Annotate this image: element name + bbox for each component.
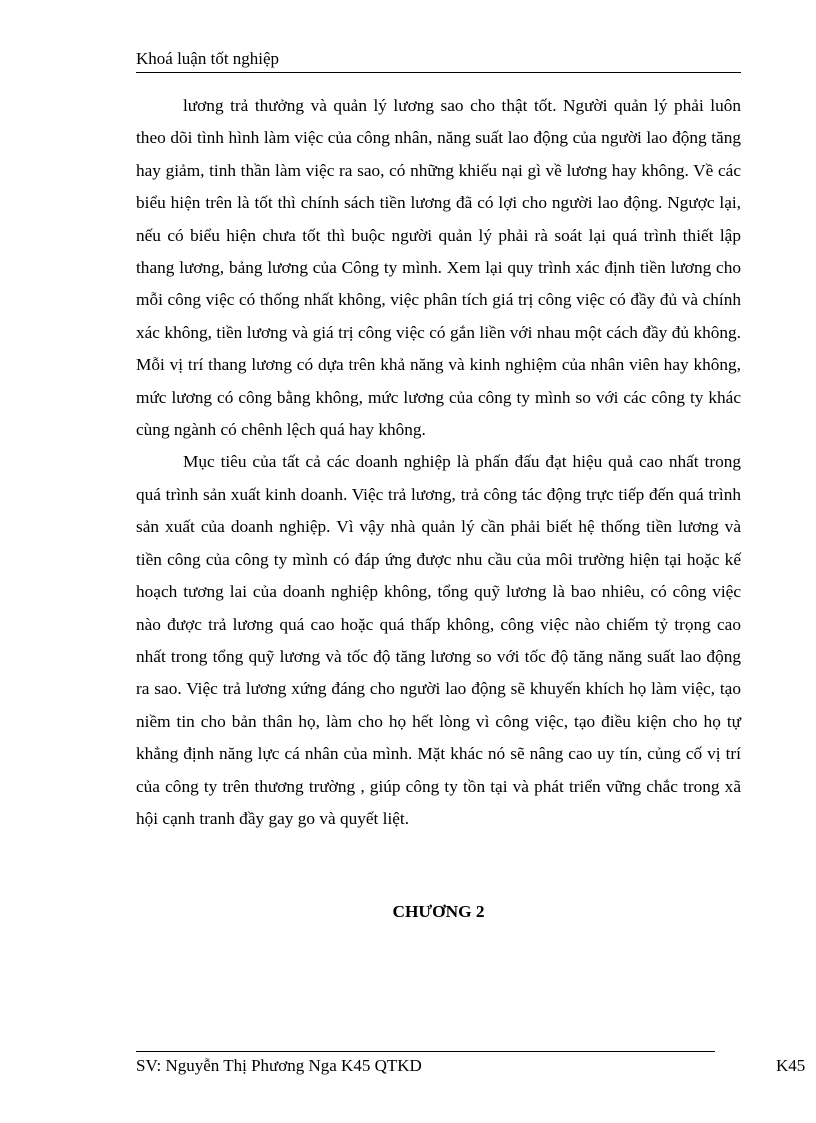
paragraph-2: Mục tiêu của tất cả các doanh nghiệp là phấn đấu đạt hiệu quả cao nhất trong quá trình sản xuất kinh doanh. Việc trả lương, trả công tác động trực tiếp đến quá trình sản xuất của doanh nghiệp. Vì vậy nhà quản lý cần phải biết hệ thống tiền lương và tiền công của công ty mình có đáp ứng được nhu cầu của môi trường hiện tại hoặc kế hoạch tương lai của doanh nghiệp không, tổng quỹ lương là bao nhiêu, có công việc nào được trả lương quá cao hoặc quá thấp không, công việc nào chiếm tỷ trọng cao nhất trong tổng quỹ lương và tốc độ tăng lương so với tốc độ tăng năng suất lao động ra sao. Việc trả lương xứng đáng cho người lao động sẽ khuyến khích họ làm việc, tạo niềm tin cho bản thân họ, làm cho họ hết lòng vì công việc, tạo điều kiện cho họ tự khẳng định năng lực cá nhân của mình. Mặt khác nó sẽ nâng cao uy tín, củng cố vị trí của công ty trên thương trường , giúp công ty tồn tại và phát triển vững chắc trong xã hội cạnh tranh đầy gay go và quyết liệt. — [136, 452, 741, 828]
footer-class-code: K45 — [776, 1056, 806, 1075]
document-body — [136, 90, 741, 835]
paragraph-1: lương trả thưởng và quản lý lương sao cho thật tốt. Người quản lý phải luôn theo dõi tình hình làm việc của công nhân, năng suất lao động của người lao động tăng hay giảm, tinh thần làm việc ra sao, có những khiếu nại gì về lương hay không. Về các biểu hiện trên là tốt thì chính sách tiền lương đã có lợi cho người lao động. Ngược lại, nếu có biểu hiện chưa tốt thì buộc người quản lý phải rà soát lại quá trình thiết lập thang lương, bảng lương của Công ty mình. Xem lại quy trình xác định tiền lương cho mỗi công việc có thống nhất không, việc phân tích giá trị công việc có đầy đủ và chính xác không, tiền lương và giá trị công việc có gắn liền với nhau một cách đầy đủ không. Mỗi vị trí thang lương có dựa trên khả năng và kinh nghiệm của nhân viên hay không, mức lương có công bằng không, mức lương của công ty mình so với các công ty khác cùng ngành có chênh lệch quá hay không. — [136, 96, 741, 440]
footer-author: SV: Nguyễn Thị Phương Nga K45 QTKD — [136, 1056, 422, 1075]
header-divider — [136, 72, 741, 73]
footer-divider — [136, 1051, 715, 1052]
page-header-title: Khoá luận tốt nghiệp — [136, 49, 280, 68]
chapter-heading: CHƯƠNG 2 — [392, 902, 485, 921]
